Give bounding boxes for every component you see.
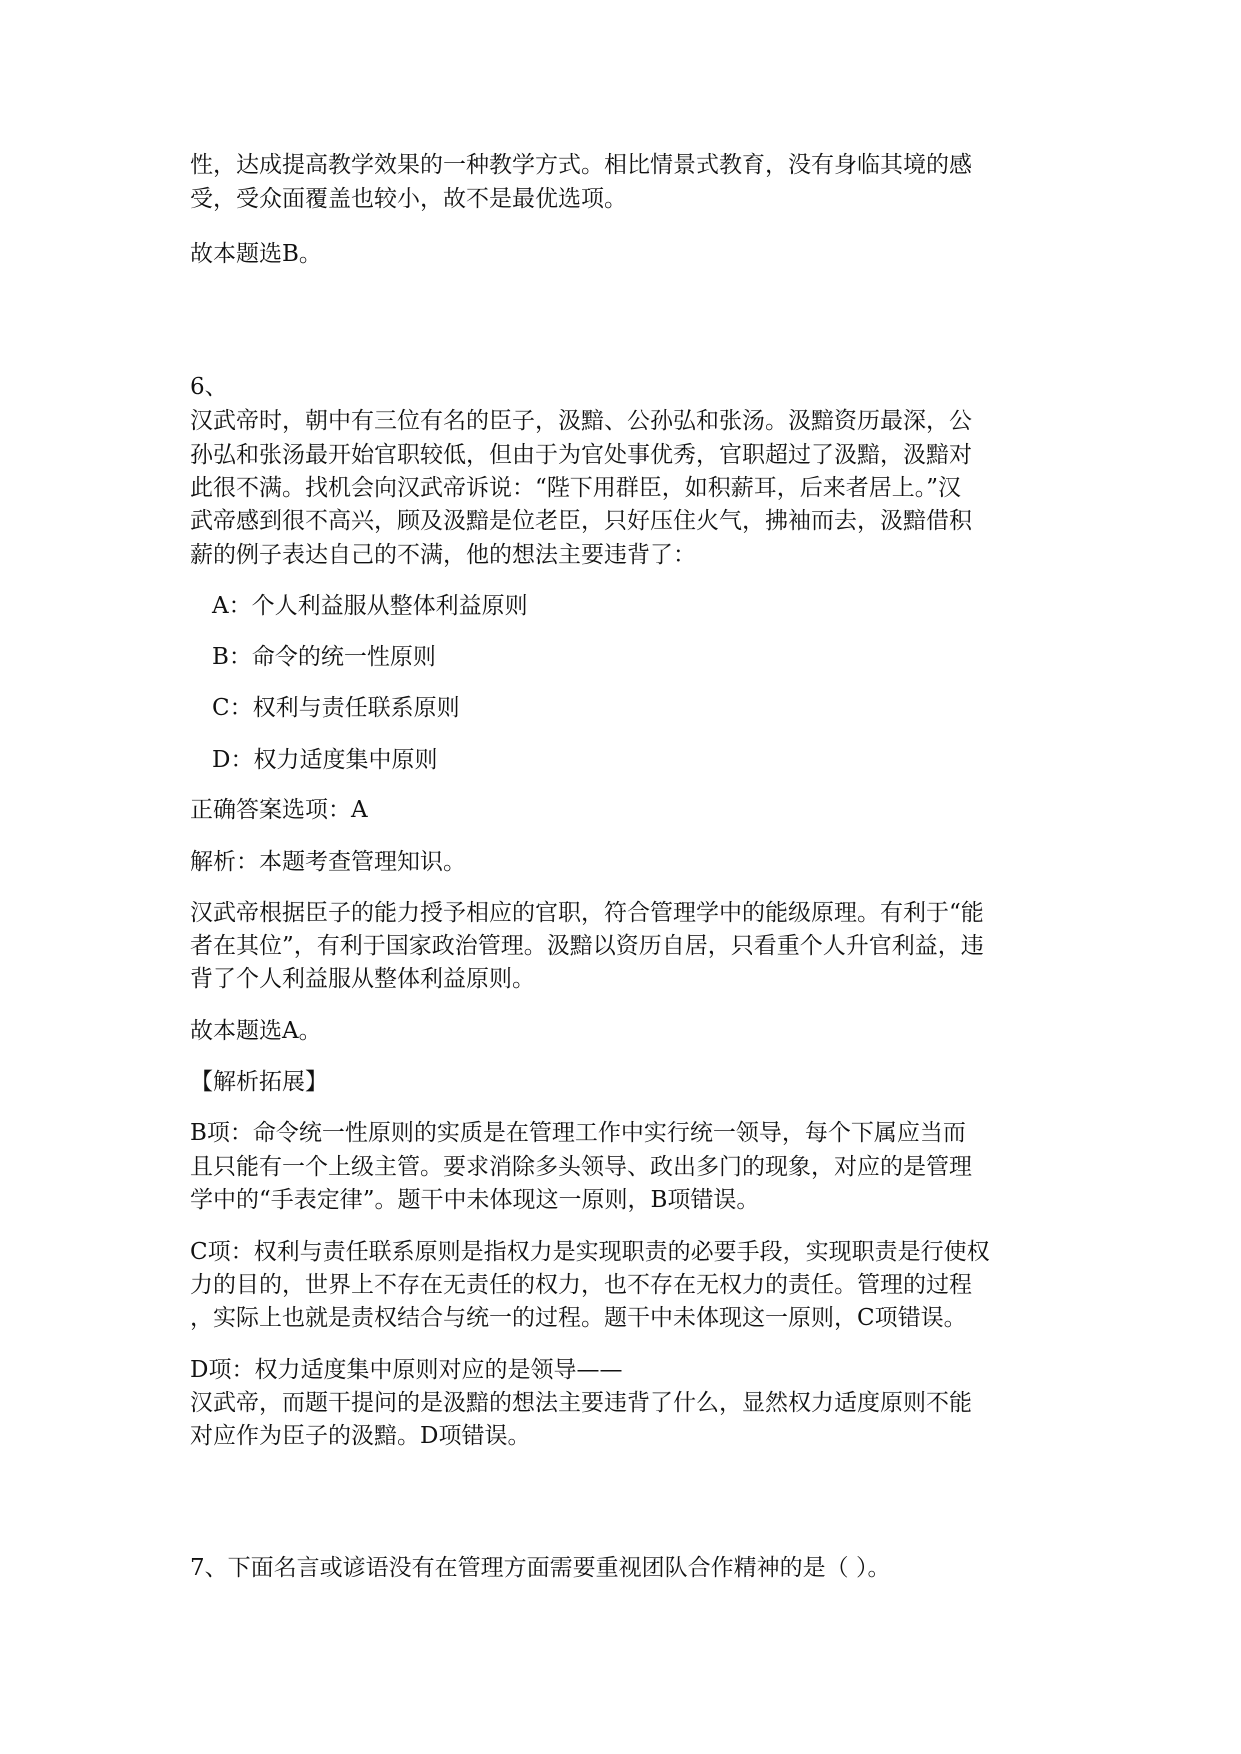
q6-d-line-3: 对应作为臣子的汲黯。D项错误。 — [190, 1423, 531, 1449]
q6-d-line-1: D项：权力适度集中原则对应的是领导—— — [190, 1357, 623, 1383]
q6-extend-title: 【解析拓展】 — [190, 1069, 328, 1095]
q6-correct-answer: 正确答案选项：A — [190, 797, 368, 823]
intro-line-1: 性，达成提高教学效果的一种教学方式。相比情景式教育，没有身临其境的感 — [190, 152, 972, 178]
q7-stem: 7、下面名言或谚语没有在管理方面需要重视团队合作精神的是（ ）。 — [190, 1555, 891, 1581]
q6-b-line-2: 且只能有一个上级主管。要求消除多头领导、政出多门的现象，对应的是管理 — [190, 1154, 972, 1180]
q6-explain-line-1: 汉武帝根据臣子的能力授予相应的官职，符合管理学中的能级原理。有利于“能 — [190, 900, 984, 926]
q6-c-line-1: C项：权利与责任联系原则是指权力是实现职责的必要手段，实现职责是行使权 — [190, 1239, 990, 1265]
q6-c-line-2: 力的目的，世界上不存在无责任的权力，也不存在无权力的责任。管理的过程 — [190, 1272, 972, 1298]
q6-stem-line-4: 武帝感到很不高兴，顾及汲黯是位老臣，只好压住火气，拂袖而去，汲黯借积 — [190, 508, 972, 534]
q6-stem-line-5: 薪的例子表达自己的不满，他的想法主要违背了： — [190, 542, 696, 568]
intro-answer: 故本题选B。 — [190, 241, 322, 267]
q6-stem-line-1: 汉武帝时，朝中有三位有名的臣子，汲黯、公孙弘和张汤。汲黯资历最深，公 — [190, 408, 972, 434]
q6-option-a: A：个人利益服从整体利益原则 — [212, 593, 528, 619]
q6-option-c: C：权利与责任联系原则 — [212, 695, 460, 721]
q6-analysis: 解析：本题考查管理知识。 — [190, 849, 466, 875]
q6-d-line-2: 汉武帝，而题干提问的是汲黯的想法主要违背了什么，显然权力适度原则不能 — [190, 1390, 972, 1416]
q6-stem-line-2: 孙弘和张汤最开始官职较低，但由于为官处事优秀，官职超过了汲黯，汲黯对 — [190, 442, 972, 468]
q6-stem-line-3: 此很不满。找机会向汉武帝诉说：“陛下用群臣，如积薪耳，后来者居上。”汉 — [190, 475, 962, 501]
q6-explain-line-2: 者在其位”，有利于国家政治管理。汲黯以资历自居，只看重个人升官利益，违 — [190, 933, 984, 959]
q6-answer: 故本题选A。 — [190, 1018, 322, 1044]
q6-explain-line-3: 背了个人利益服从整体利益原则。 — [190, 966, 535, 992]
q6-option-d: D：权力适度集中原则 — [212, 747, 438, 773]
q6-b-line-3: 学中的“手表定律”。题干中未体现这一原则，B项错误。 — [190, 1187, 760, 1213]
q6-b-line-1: B项：命令统一性原则的实质是在管理工作中实行统一领导，每个下属应当而 — [190, 1120, 966, 1146]
intro-line-2: 受，受众面覆盖也较小，故不是最优选项。 — [190, 186, 627, 212]
q6-option-b: B：命令的统一性原则 — [212, 644, 436, 670]
q6-c-line-3: ，实际上也就是责权结合与统一的过程。题干中未体现这一原则，C项错误。 — [190, 1305, 967, 1331]
q6-number: 6、 — [190, 374, 228, 400]
